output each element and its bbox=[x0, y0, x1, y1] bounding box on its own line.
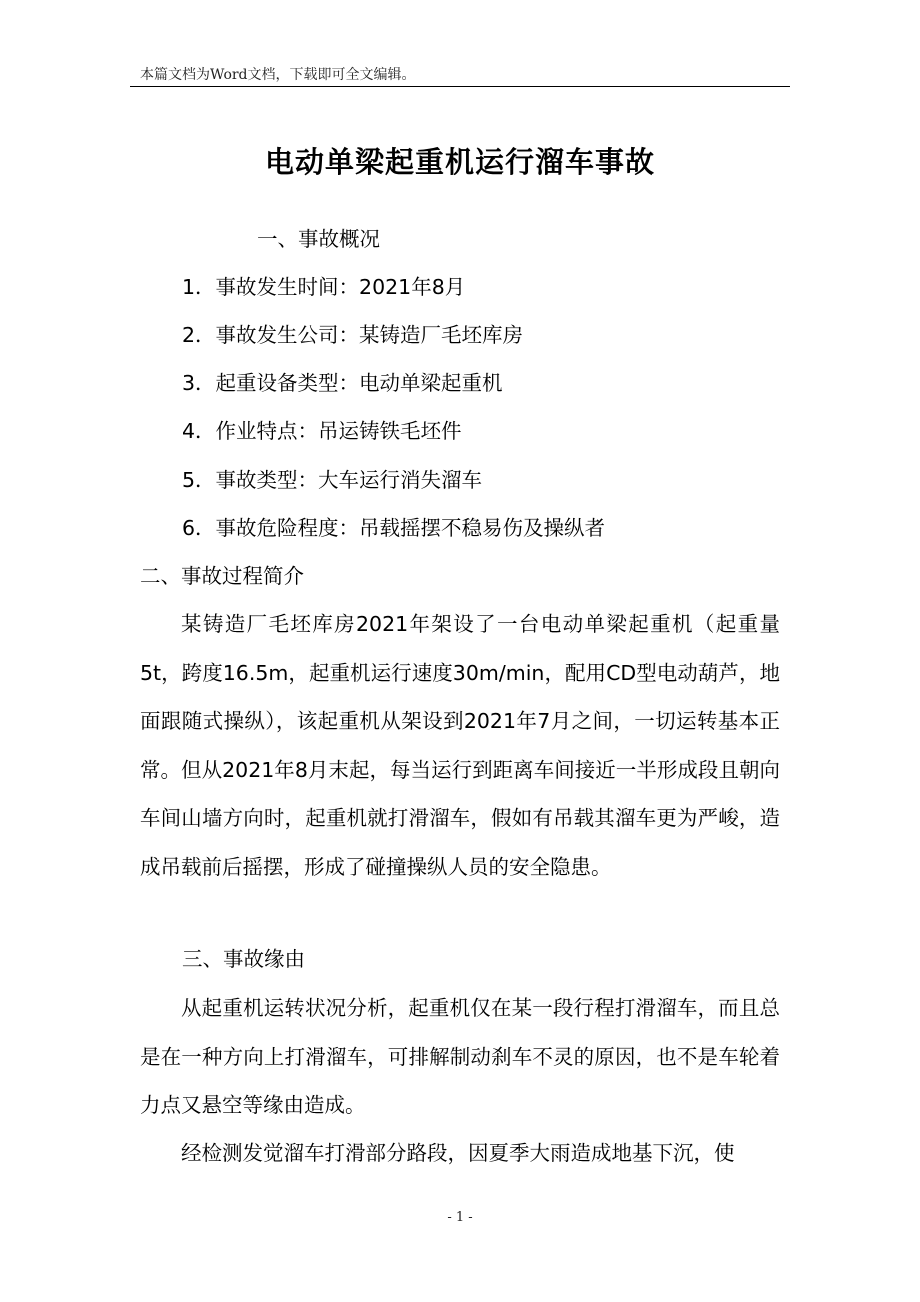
page-number: - 1 - bbox=[447, 1210, 473, 1225]
overview-item-time: 1．事故发生时间：2021年8月 bbox=[182, 275, 466, 299]
section-heading-overview: 一、事故概况 bbox=[257, 227, 380, 251]
cause-paragraph-2-text: 经检测发觉溜车打滑部分路段，因夏季大雨造成地基下沉，使 bbox=[181, 1141, 735, 1165]
cause-paragraph-1 bbox=[140, 984, 780, 1130]
cause-paragraph-2 bbox=[140, 1129, 780, 1178]
overview-item-type: 5．事故类型：大车运行消失溜车 bbox=[182, 468, 483, 492]
document-title: 电动单梁起重机运行溜车事故 bbox=[264, 145, 655, 179]
header-divider bbox=[130, 86, 790, 87]
process-paragraph bbox=[140, 600, 780, 891]
section-heading-process: 二、事故过程简介 bbox=[140, 564, 304, 588]
section-heading-cause: 三、事故缘由 bbox=[182, 947, 305, 971]
process-paragraph-text: 某铸造厂毛坯库房2021年架设了一台电动单梁起重机（起重量5t，跨度16.5m，起重机运行速度30m/min，配用CD型电动葫芦，地面跟随式操纵），该起重机从架设到2021年7月之间，一切运转基本正常。但从2021年8月末起，每当运行到距离车间接近一半形成段且朝向车间山墙方向时，起重机就打滑溜车，假如有吊载其溜车更为严峻，造成吊载前后摇摆，形成了碰撞操纵人员的安全隐患。 bbox=[140, 612, 780, 879]
overview-item-danger: 6．事故危险程度：吊载摇摆不稳易伤及操纵者 bbox=[182, 516, 606, 540]
overview-item-company: 2．事故发生公司：某铸造厂毛坯库房 bbox=[182, 323, 524, 347]
overview-item-work: 4．作业特点：吊运铸铁毛坯件 bbox=[182, 419, 462, 443]
header-note: 本篇文档为Word文档，下载即可全文编辑。 bbox=[140, 67, 416, 83]
cause-paragraph-1-text: 从起重机运转状况分析，起重机仅在某一段行程打滑溜车，而且总是在一种方向上打滑溜车，可排解制动刹车不灵的原因，也不是车轮着力点又悬空等缘由造成。 bbox=[140, 996, 780, 1117]
overview-item-equipment: 3．起重设备类型：电动单梁起重机 bbox=[182, 371, 503, 395]
